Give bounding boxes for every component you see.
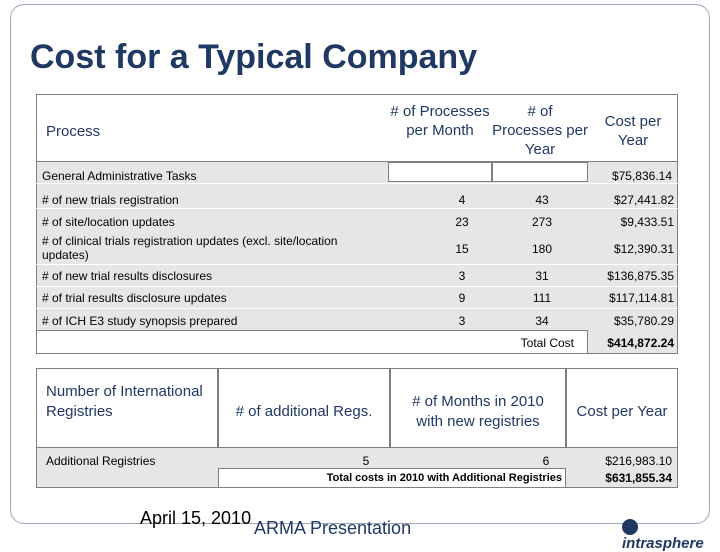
- row-year: 31: [535, 269, 549, 283]
- total-2010-label: Total costs in 2010 with Additional Registries: [326, 472, 562, 484]
- row-cost: $9,433.51: [620, 215, 674, 229]
- row-label: # of ICH E3 study synopsis prepared: [42, 314, 238, 328]
- slide-title: Cost for a Typical Company: [30, 38, 478, 76]
- additional-cost-value: $216,983.10: [605, 454, 672, 468]
- row-divider: [36, 308, 678, 309]
- additional-regs-value: 5: [362, 454, 370, 468]
- row-month: 9: [458, 291, 466, 305]
- row-divider: [36, 264, 678, 265]
- total-cost-value: $414,872.24: [607, 336, 674, 350]
- logo-mark-icon: [622, 519, 638, 535]
- row-label: # of site/location updates: [42, 215, 175, 229]
- logo-text: intrasphere: [622, 535, 704, 552]
- footer-presentation: ARMA Presentation: [254, 518, 412, 538]
- row-divider: [36, 183, 678, 184]
- additional-registries-table: [36, 368, 678, 488]
- row-label: # of new trial results disclosures: [42, 269, 213, 283]
- row-month: 4: [458, 193, 466, 207]
- row-month: 3: [458, 314, 466, 328]
- footer-date: April 15, 2010: [140, 508, 252, 528]
- empty-year-cell: [492, 162, 588, 182]
- header-per-month: # of Processes per Month: [390, 103, 490, 139]
- general-admin-cost: $75,836.14: [611, 169, 672, 183]
- row-year: 34: [535, 314, 549, 328]
- empty-month-cell: [388, 162, 492, 182]
- header-months-2010: # of Months in 2010 with new registries: [412, 393, 544, 430]
- row-divider: [36, 208, 678, 209]
- header-cost-per-year-2: Cost per Year: [576, 403, 668, 420]
- cost-table: [36, 94, 678, 354]
- header-process: Process: [46, 123, 101, 140]
- row-year: 43: [535, 193, 549, 207]
- additional-registries-label: Additional Registries: [46, 454, 156, 468]
- row-year: 273: [531, 215, 553, 229]
- header-additional-regs: # of additional Regs.: [235, 403, 373, 420]
- months-value: 6: [542, 454, 550, 468]
- row-label: # of clinical trials registration updates (excl. site/location updates): [42, 234, 338, 262]
- header-cost-per-year: Cost per Year: [604, 113, 662, 149]
- row-year: 180: [531, 242, 553, 256]
- header-per-year: # of Processes per Year: [492, 103, 588, 158]
- header-intl-registries: Number of International Registries: [46, 383, 203, 420]
- row-label: # of trial results disclosure updates: [42, 291, 227, 305]
- row-label: # of new trials registration: [42, 193, 179, 207]
- row-cost: $27,441.82: [613, 193, 674, 207]
- row-year: 111: [532, 291, 552, 305]
- intrasphere-logo: [622, 518, 720, 552]
- row-cost: $136,875.35: [607, 269, 674, 283]
- total-2010-value: $631,855.34: [605, 471, 672, 485]
- row-cost: $117,114.81: [609, 291, 674, 305]
- total-cost-label: Total Cost: [520, 336, 574, 350]
- row-month: 3: [458, 269, 466, 283]
- general-admin-label: General Administrative Tasks: [42, 169, 197, 183]
- row-cost: $12,390.31: [613, 242, 674, 256]
- row-month: 15: [455, 242, 469, 256]
- row-cost: $35,780.29: [613, 314, 674, 328]
- row-month: 23: [455, 215, 469, 229]
- row-divider: [36, 286, 678, 287]
